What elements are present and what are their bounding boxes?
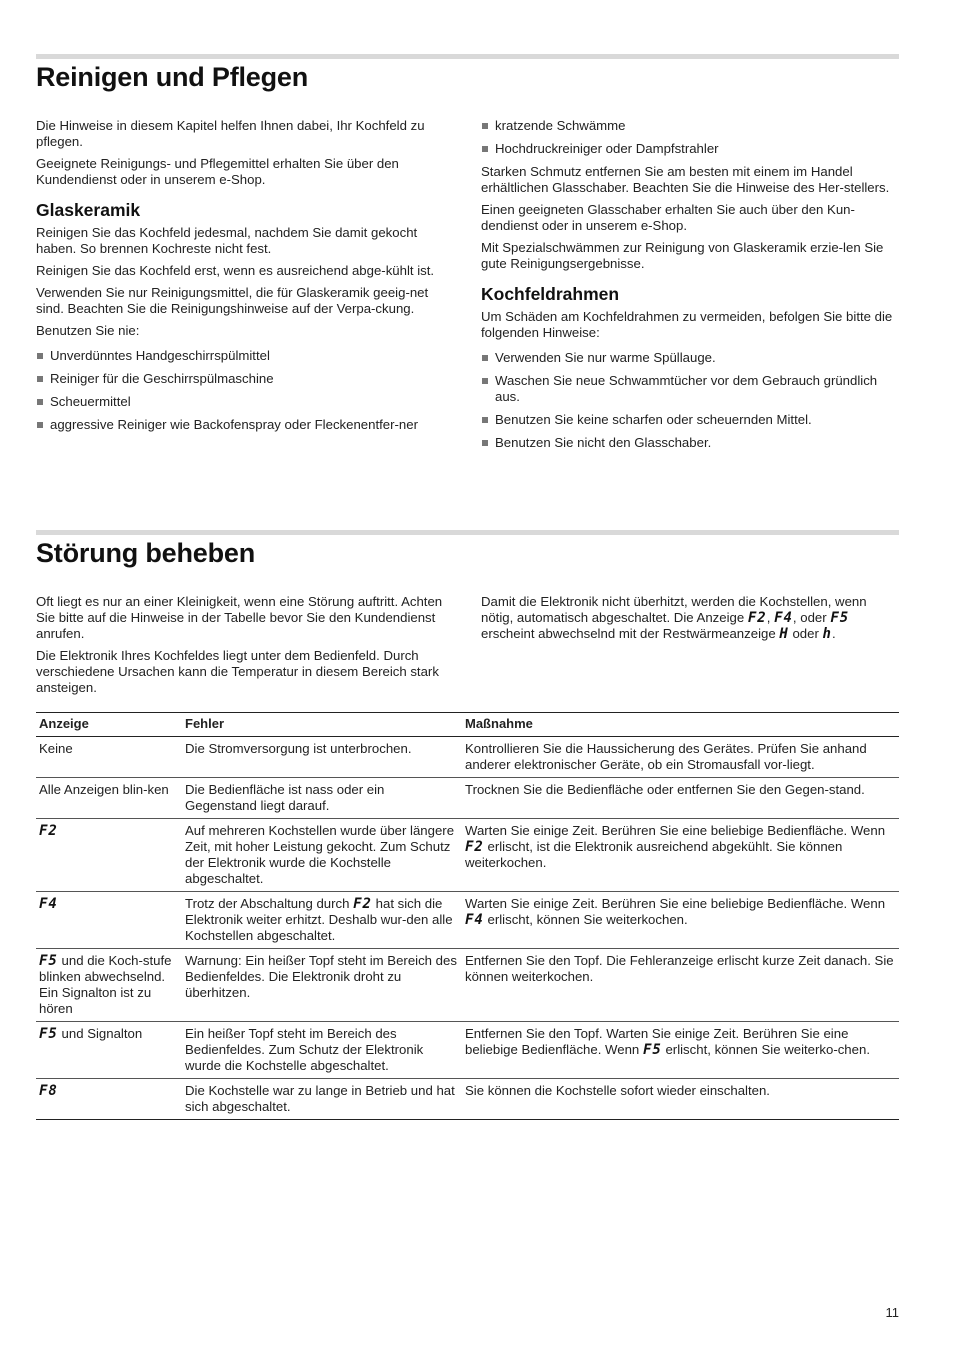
cell-fehler: Auf mehreren Kochstellen wurde über längere Zeit, mit hoher Leistung gekocht. Zum Schutz der Elektronik wurde die Kochstelle abgeschaltet. [182,819,462,892]
text: erscheint abwechselnd mit der Restwärmeanzeige [481,626,776,641]
paragraph: Die Elektronik Ihres Kochfeldes liegt unter dem Bedienfeld. Durch verschiedene Ursachen kann die Temperatur in diesem Bereich stark ansteigen. [36,648,439,695]
display-code-f5: F5 [39,1026,58,1042]
text: oder [792,626,819,641]
cell-massnahme [462,819,899,892]
cell-fehler: Die Stromversorgung ist unterbrochen. [182,737,462,778]
text: , [792,610,797,625]
list-item: Verwenden Sie nur warme Spüllauge. [481,350,901,366]
table-row [36,1079,899,1120]
cell-massnahme: Kontrollieren Sie die Haussicherung des Gerätes. Prüfen Sie anhand anderer elektronischer Geräte, ob ein Stromausfall vor-liegt. [462,737,899,778]
cleaning-left-column [36,118,456,440]
display-code-f5: F5 [830,610,850,626]
text: Damit die Elektronik nicht überhitzt, werden die Kochstellen, wenn nötig, automatisch abgeschaltet. Die Anzeige [481,594,867,625]
list-item: Scheuermittel [36,394,456,410]
display-code-f2: F2 [747,610,767,626]
display-code-f8: F8 [39,1083,58,1099]
display-code-f2: F2 [353,896,372,912]
text: erlischt, können Sie weiterkochen. [487,912,688,927]
cell-anzeige [36,949,182,1022]
display-code-h: h [822,626,832,642]
list-item: Hochdruckreiniger oder Dampfstrahler [481,141,901,157]
paragraph: Starken Schmutz entfernen Sie am besten mit einem im Handel erhältlichen Glasschaber. Beachten Sie die Hinweise des Her-stellers. [481,164,890,195]
list-item: Reiniger für die Geschirrspülmaschine [36,371,456,387]
table-row [36,778,899,819]
text: Warten Sie einige Zeit. Berühren Sie eine beliebige Bedienfläche. Wenn [465,896,886,911]
column-header: Fehler [182,713,462,737]
table-row [36,892,899,949]
trouble-right-column [481,594,901,648]
table-row [36,737,899,778]
heading-kochfeldrahmen: Kochfeldrahmen [481,284,620,304]
text: Warten Sie einige Zeit. Berühren Sie eine beliebige Bedienfläche. Wenn [465,823,886,838]
bullet-list [481,118,901,157]
text: erlischt, ist die Elektronik ausreichend abgekühlt. Sie können weiterkochen. [465,839,843,870]
list-item: Benutzen Sie keine scharfen oder scheuernden Mittel. [481,412,901,428]
error-table [36,712,899,1120]
display-code-f4: F4 [39,896,58,912]
cell-anzeige: Alle Anzeigen blin-ken [36,778,182,819]
cell-fehler: Warnung: Ein heißer Topf steht im Bereich des Bedienfeldes. Die Elektronik droht zu überhitzen. [182,949,462,1022]
cell-massnahme [462,1022,899,1079]
cell-anzeige: Keine [36,737,182,778]
paragraph [481,594,901,642]
cell-anzeige [36,892,182,949]
list-item: Benutzen Sie nicht den Glasschaber. [481,435,901,451]
section-rule [36,54,899,59]
table-row [36,949,899,1022]
cell-fehler: Die Kochstelle war zu lange in Betrieb und hat sich abgeschaltet. [182,1079,462,1120]
paragraph: Geeignete Reinigungs- und Pflegemittel erhalten Sie über den Kundendienst oder in unserem e-Shop. [36,156,399,187]
paragraph: Reinigen Sie das Kochfeld erst, wenn es ausreichend abge-kühlt ist. [36,263,435,278]
text: , [766,610,771,625]
display-code-H: H [779,626,789,642]
cell-massnahme [462,892,899,949]
display-code-f2: F2 [39,823,58,839]
paragraph: Benutzen Sie nie: [36,323,140,338]
cell-anzeige [36,1022,182,1079]
list-item: aggressive Reiniger wie Backofenspray oder Fleckenentfer-ner [36,417,456,433]
list-item: kratzende Schwämme [481,118,901,134]
trouble-left-column [36,594,456,702]
list-item: Unverdünntes Handgeschirrspülmittel [36,348,456,364]
cell-massnahme: Entfernen Sie den Topf. Die Fehleranzeige erlischt kurze Zeit danach. Sie können weiterkochen. [462,949,899,1022]
cell-fehler [182,892,462,949]
text: Entfernen Sie den Topf. Warten Sie einige Zeit. Berühren Sie eine beliebige Bedienfläche. Wenn [465,1026,849,1057]
cell-fehler: Ein heißer Topf steht im Bereich des Bedienfeldes. Zum Schutz der Elektronik wurde die Kochstelle abgeschaltet. [182,1022,462,1079]
paragraph: Reinigen Sie das Kochfeld jedesmal, nachdem Sie damit gekocht haben. So brennen Kochreste nicht fest. [36,225,418,256]
display-code-f2: F2 [465,839,484,855]
display-code-f4: F4 [774,610,793,626]
paragraph: Verwenden Sie nur Reinigungsmittel, die für Glaskeramik geeig-net sind. Beachten Sie die Reinigungshinweise auf der Verpa-ckung. [36,285,429,316]
cell-anzeige [36,819,182,892]
section-rule [36,530,899,535]
page-number: 11 [885,1305,899,1320]
heading-glaskeramik: Glaskeramik [36,200,141,220]
cell-massnahme: Trocknen Sie die Bedienfläche oder entfernen Sie den Gegen-stand. [462,778,899,819]
list-item: Waschen Sie neue Schwammtücher vor dem Gebrauch gründlich aus. [481,373,901,405]
cell-massnahme: Sie können die Kochstelle sofort wieder einschalten. [462,1079,899,1120]
bullet-list [481,350,901,451]
table-row [36,1022,899,1079]
section-title-troubleshooting: Störung beheben [36,538,255,568]
cell-fehler: Die Bedienfläche ist nass oder ein Gegenstand liegt darauf. [182,778,462,819]
display-code-f4: F4 [465,912,484,928]
column-header: Anzeige [36,713,182,737]
paragraph: Um Schäden am Kochfeldrahmen zu vermeiden, befolgen Sie bitte die folgenden Hinweise: [481,309,893,340]
display-code-f5: F5 [39,953,58,969]
paragraph: Oft liegt es nur an einer Kleinigkeit, wenn eine Störung auftritt. Achten Sie bitte auf die Hinweise in der Tabelle bevor Sie den Kundendienst anrufen. [36,594,443,641]
column-header: Maßnahme [462,713,899,737]
bullet-list [36,348,456,433]
section-title-cleaning: Reinigen und Pflegen [36,62,309,92]
cell-anzeige [36,1079,182,1120]
table-row [36,819,899,892]
text: Trotz der Abschaltung durch [185,896,350,911]
text: . [831,626,836,641]
cleaning-right-column [481,118,901,458]
text: und Signalton [61,1026,143,1041]
text: erlischt, können Sie weiterko-chen. [665,1042,870,1057]
paragraph: Mit Spezialschwämmen zur Reinigung von Glaskeramik erzie-len Sie gute Reinigungsergebnisse. [481,240,884,271]
text: und die Koch-stufe blinken abwechselnd. Ein Signalton ist zu hören [39,953,172,1016]
display-code-f5: F5 [642,1042,662,1058]
table-header-row [36,713,899,737]
paragraph: Die Hinweise in diesem Kapitel helfen Ihnen dabei, Ihr Kochfeld zu pflegen. [36,118,425,149]
text: oder [800,610,827,625]
paragraph: Einen geeigneten Glasschaber erhalten Sie auch über den Kun-dendienst oder in unserem e-Shop. [481,202,855,233]
text: hat sich die Elektronik weiter erhitzt. Deshalb wur-den alle Kochstellen abgeschaltet. [185,896,453,943]
